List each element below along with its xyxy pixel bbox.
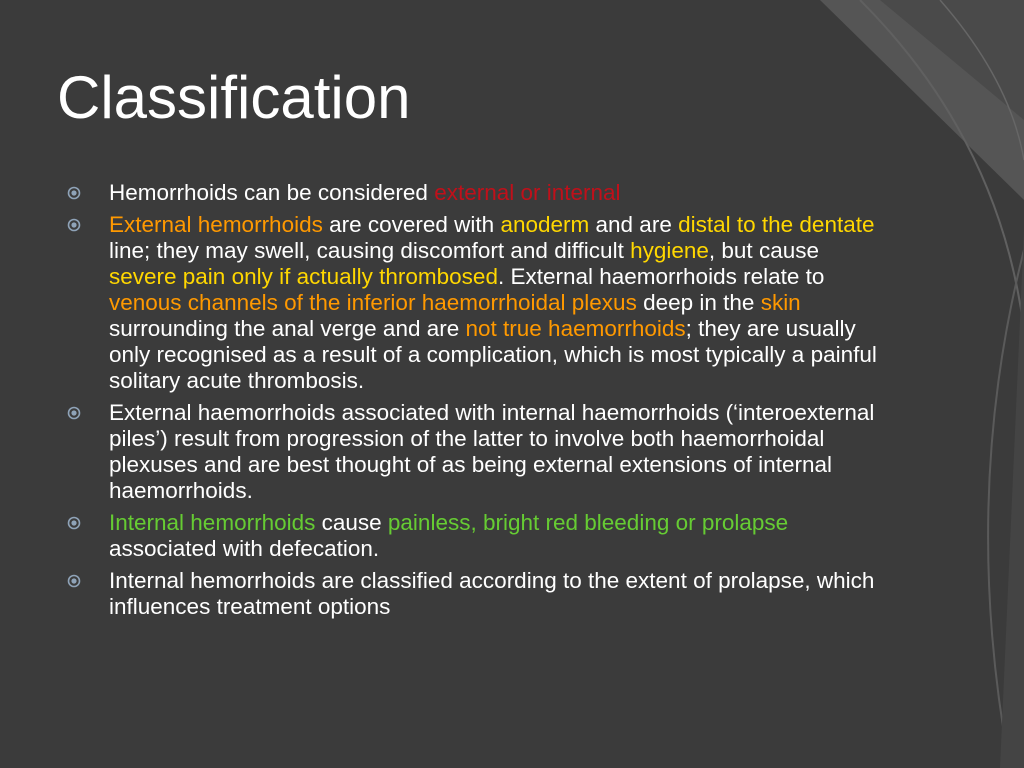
bullet-text: and are (589, 212, 679, 237)
bullet-item (67, 568, 887, 620)
target-bullet-icon (67, 218, 81, 232)
target-bullet-icon (67, 406, 81, 420)
highlight-external-hemorrhoids: External hemorrhoids (109, 212, 323, 237)
bullet-text: line; they may swell, causing discomfort and difficult (109, 238, 631, 263)
bullet-text: , but cause (708, 238, 819, 263)
bullet-text: cause (315, 510, 388, 535)
target-bullet-icon (67, 186, 81, 200)
highlight-anoderm: anoderm (500, 212, 590, 237)
highlight-painless-bleeding: painless, bright red bleeding or prolapse (387, 510, 789, 535)
bullet-text: . External haemorrhoids relate to (497, 264, 825, 289)
bullet-list (67, 180, 887, 626)
highlight-not-true-haemorrhoids: not true haemorrhoids (465, 316, 686, 341)
bullet-item (67, 180, 887, 206)
target-bullet-icon (67, 516, 81, 530)
highlight-venous-channels: venous channels of the inferior haemorrhoidal plexus (109, 290, 637, 315)
highlight-skin: skin (760, 290, 801, 315)
bullet-text: ; they are usually only recognised as a result of a complication, which is most typically a painful solitary acute thrombosis. (109, 316, 877, 393)
bullet-item (67, 510, 887, 562)
bullet-text: are covered with (322, 212, 501, 237)
highlight-external-or-internal: external or internal (434, 180, 621, 205)
slide-title: Classification (57, 64, 411, 131)
bullet-text: Internal hemorrhoids are classified according to the extent of prolapse, which influences treatment options (109, 568, 875, 619)
side-band-right (1000, 230, 1024, 768)
target-bullet-icon (67, 574, 81, 588)
bullet-text: surrounding the anal verge and are (109, 316, 466, 341)
bullet-item (67, 400, 887, 504)
highlight-distal-dentate: distal to the dentate (678, 212, 875, 237)
highlight-hygiene: hygiene (630, 238, 709, 263)
bullet-text: associated with defecation. (109, 536, 380, 561)
highlight-internal-hemorrhoids: Internal hemorrhoids (109, 510, 316, 535)
highlight-severe-pain: severe pain only if actually thrombosed (109, 264, 498, 289)
bullet-item (67, 212, 887, 394)
bullet-text: Hemorrhoids can be considered (109, 180, 435, 205)
bullet-text: External haemorrhoids associated with internal haemorrhoids (‘interoexternal piles’) result from progression of the latter to involve both haemorrhoidal plexuses and are best thought of as being external extensions of internal haemorrhoids. (109, 400, 875, 503)
bullet-text: deep in the (636, 290, 761, 315)
